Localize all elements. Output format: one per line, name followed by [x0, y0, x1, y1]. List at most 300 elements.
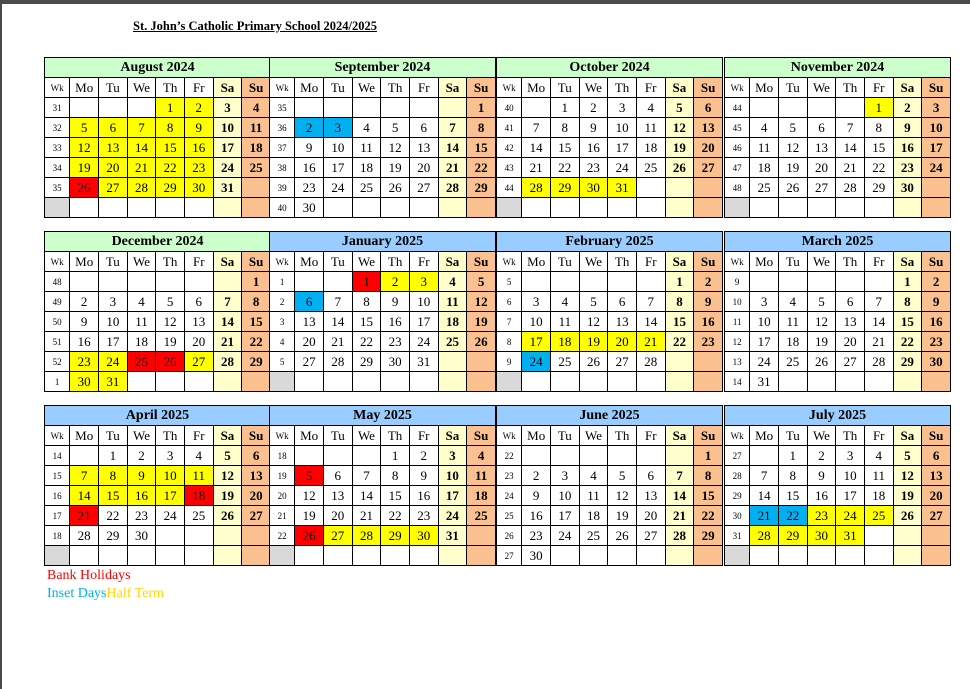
- week-number: 51: [45, 332, 70, 352]
- day-cell: 18: [636, 138, 665, 158]
- day-header: Fr: [864, 78, 893, 98]
- day-cell: [665, 178, 694, 198]
- week-row: [45, 272, 271, 292]
- day-header: Tu: [324, 78, 353, 98]
- day-cell: 31: [608, 178, 637, 198]
- day-cell: 24: [750, 352, 779, 372]
- day-cell: 7: [127, 118, 156, 138]
- month-name: April 2025: [45, 406, 271, 426]
- day-cell: [213, 546, 242, 566]
- day-cell: 26: [893, 506, 922, 526]
- day-cell: [694, 372, 723, 392]
- week-header: Wk: [725, 78, 750, 98]
- day-cell: 17: [750, 332, 779, 352]
- day-cell: 19: [381, 158, 410, 178]
- week-row: [497, 546, 723, 566]
- day-cell: 30: [381, 352, 410, 372]
- day-cell: 15: [893, 312, 922, 332]
- week-number: 31: [725, 526, 750, 546]
- day-cell: 16: [522, 506, 551, 526]
- day-cell: 22: [156, 158, 185, 178]
- day-header: Th: [156, 78, 185, 98]
- day-cell: [778, 98, 807, 118]
- week-number: 35: [45, 178, 70, 198]
- week-number: 33: [45, 138, 70, 158]
- day-cell: 9: [127, 466, 156, 486]
- day-cell: 29: [864, 178, 893, 198]
- day-cell: [324, 198, 353, 218]
- day-cell: 28: [636, 352, 665, 372]
- day-cell: 27: [636, 526, 665, 546]
- week-header: Wk: [270, 78, 295, 98]
- week-number: 24: [497, 486, 522, 506]
- legend-half-term: Half Term: [106, 586, 164, 601]
- day-header: Sa: [893, 78, 922, 98]
- week-number: 19: [270, 466, 295, 486]
- day-header: We: [352, 78, 381, 98]
- day-cell: 5: [213, 446, 242, 466]
- day-cell: 13: [242, 466, 271, 486]
- month-name: October 2024: [497, 58, 723, 78]
- week-number: 1: [45, 372, 70, 392]
- month-name: July 2025: [725, 406, 951, 426]
- day-cell: 27: [409, 178, 438, 198]
- day-cell: 31: [99, 372, 128, 392]
- week-header: Wk: [725, 426, 750, 446]
- week-number: 27: [725, 446, 750, 466]
- day-cell: 12: [213, 466, 242, 486]
- day-cell: 19: [893, 486, 922, 506]
- day-cell: 13: [409, 138, 438, 158]
- legend-bank-holidays: Bank Holidays: [47, 568, 131, 583]
- day-cell: 7: [665, 466, 694, 486]
- day-cell: 27: [323, 526, 352, 546]
- day-cell: 22: [665, 332, 694, 352]
- day-cell: [551, 446, 580, 466]
- day-cell: 8: [156, 118, 185, 138]
- day-cell: 8: [694, 466, 723, 486]
- month-name: November 2024: [725, 58, 951, 78]
- day-cell: 8: [550, 118, 579, 138]
- day-cell: [608, 272, 637, 292]
- day-header: Tu: [323, 426, 352, 446]
- day-cell: [636, 546, 665, 566]
- day-header: Fr: [636, 252, 665, 272]
- day-cell: 5: [608, 466, 637, 486]
- week-row: [45, 546, 271, 566]
- day-cell: [579, 446, 608, 466]
- day-cell: 16: [893, 138, 922, 158]
- day-cell: 18: [242, 138, 271, 158]
- week-row: [497, 446, 723, 466]
- day-cell: 5: [467, 272, 496, 292]
- day-cell: 10: [409, 292, 438, 312]
- day-cell: [665, 446, 694, 466]
- day-cell: 31: [213, 178, 242, 198]
- day-cell: 10: [750, 312, 779, 332]
- day-cell: [893, 198, 922, 218]
- day-cell: 26: [579, 352, 608, 372]
- day-cell: 12: [156, 312, 185, 332]
- day-cell: 25: [184, 506, 213, 526]
- week-number: 9: [497, 352, 522, 372]
- day-cell: 19: [807, 332, 836, 352]
- day-header: Mo: [522, 252, 551, 272]
- day-cell: [864, 546, 893, 566]
- day-cell: [381, 98, 410, 118]
- day-cell: [409, 198, 438, 218]
- day-cell: 1: [550, 98, 579, 118]
- day-cell: 5: [665, 98, 694, 118]
- day-cell: 23: [807, 506, 836, 526]
- day-cell: 25: [750, 178, 779, 198]
- day-cell: [156, 546, 185, 566]
- day-cell: 10: [438, 466, 467, 486]
- day-cell: 17: [409, 312, 438, 332]
- day-cell: 25: [467, 506, 496, 526]
- week-number: 27: [497, 546, 522, 566]
- week-number: 49: [45, 292, 70, 312]
- day-cell: 27: [807, 178, 836, 198]
- day-cell: 23: [893, 158, 922, 178]
- day-header: Th: [156, 252, 185, 272]
- day-cell: 26: [807, 352, 836, 372]
- week-header: Wk: [45, 78, 70, 98]
- day-header: Su: [467, 426, 496, 446]
- week-row: [45, 526, 271, 546]
- month-table: [724, 405, 951, 566]
- day-cell: 28: [522, 178, 551, 198]
- day-cell: 11: [467, 466, 496, 486]
- week-number: 52: [45, 352, 70, 372]
- day-cell: 14: [438, 138, 467, 158]
- day-cell: [409, 98, 438, 118]
- day-cell: 6: [184, 292, 213, 312]
- day-cell: 29: [381, 526, 410, 546]
- day-cell: 27: [608, 352, 637, 372]
- day-cell: 28: [864, 352, 893, 372]
- day-cell: [579, 198, 608, 218]
- week-header: Wk: [270, 426, 295, 446]
- day-cell: [352, 372, 381, 392]
- day-cell: 29: [778, 526, 807, 546]
- day-header: Su: [242, 426, 271, 446]
- day-cell: [70, 198, 99, 218]
- day-cell: [352, 198, 381, 218]
- day-header: Fr: [409, 78, 438, 98]
- day-cell: 21: [750, 506, 779, 526]
- day-cell: [213, 372, 242, 392]
- day-header: Tu: [551, 252, 580, 272]
- week-row: [725, 352, 951, 372]
- day-cell: 18: [864, 486, 893, 506]
- week-row: [45, 372, 271, 392]
- week-row: [497, 486, 723, 506]
- day-cell: 25: [579, 526, 608, 546]
- day-cell: 11: [551, 312, 580, 332]
- week-row: [270, 506, 496, 526]
- week-number: 8: [497, 332, 522, 352]
- day-cell: 15: [242, 312, 271, 332]
- day-cell: 9: [807, 466, 836, 486]
- week-number: 48: [725, 178, 750, 198]
- day-header: Su: [922, 426, 951, 446]
- day-cell: [750, 272, 779, 292]
- day-cell: 2: [295, 118, 324, 138]
- week-number: 10: [725, 292, 750, 312]
- day-cell: 1: [352, 272, 381, 292]
- day-cell: 15: [99, 486, 128, 506]
- day-cell: 26: [665, 158, 694, 178]
- day-cell: [156, 372, 185, 392]
- week-row: [725, 292, 951, 312]
- day-cell: 10: [156, 466, 185, 486]
- day-cell: 13: [323, 486, 352, 506]
- day-cell: 8: [778, 466, 807, 486]
- week-row: [497, 178, 723, 198]
- day-cell: 7: [213, 292, 242, 312]
- day-cell: [922, 546, 951, 566]
- month-table: [269, 57, 496, 218]
- day-cell: 14: [665, 486, 694, 506]
- week-row: [45, 178, 271, 198]
- day-cell: [127, 98, 156, 118]
- day-cell: 12: [381, 138, 410, 158]
- day-cell: [864, 272, 893, 292]
- day-cell: 19: [70, 158, 99, 178]
- week-row: [270, 546, 496, 566]
- day-cell: 2: [579, 98, 608, 118]
- day-cell: 29: [99, 526, 128, 546]
- week-number: 29: [725, 486, 750, 506]
- day-cell: [550, 198, 579, 218]
- day-header: Mo: [522, 78, 551, 98]
- day-cell: [807, 372, 836, 392]
- day-cell: 14: [127, 138, 156, 158]
- day-cell: 15: [694, 486, 723, 506]
- day-cell: 16: [295, 158, 324, 178]
- day-cell: [807, 98, 836, 118]
- day-cell: [636, 198, 665, 218]
- day-cell: 16: [694, 312, 723, 332]
- day-cell: [242, 178, 271, 198]
- day-header: Fr: [184, 252, 213, 272]
- week-row: [497, 332, 723, 352]
- day-header: Fr: [409, 252, 438, 272]
- day-header: Su: [922, 78, 951, 98]
- week-row: [725, 118, 951, 138]
- day-cell: [184, 272, 213, 292]
- day-cell: 1: [381, 446, 410, 466]
- day-cell: 23: [694, 332, 723, 352]
- day-header: Mo: [295, 252, 324, 272]
- day-header: Fr: [184, 78, 213, 98]
- day-cell: 16: [184, 138, 213, 158]
- day-cell: 28: [324, 352, 353, 372]
- day-cell: 31: [438, 526, 467, 546]
- day-cell: 15: [352, 312, 381, 332]
- day-cell: 14: [836, 138, 865, 158]
- week-header: Wk: [497, 252, 522, 272]
- day-cell: [836, 372, 865, 392]
- day-cell: 15: [550, 138, 579, 158]
- day-cell: 17: [608, 138, 637, 158]
- day-cell: [324, 98, 353, 118]
- day-cell: [608, 446, 637, 466]
- day-cell: 12: [807, 312, 836, 332]
- day-cell: 17: [836, 486, 865, 506]
- week-row: [270, 352, 496, 372]
- week-row: [725, 466, 951, 486]
- day-cell: 18: [184, 486, 213, 506]
- month-table: [724, 231, 951, 392]
- day-cell: [438, 198, 467, 218]
- day-header: Su: [694, 426, 723, 446]
- day-cell: 5: [70, 118, 99, 138]
- week-number: 40: [497, 98, 522, 118]
- day-cell: 1: [156, 98, 185, 118]
- day-cell: 25: [636, 158, 665, 178]
- day-cell: 27: [694, 158, 723, 178]
- day-cell: [522, 272, 551, 292]
- day-cell: 27: [295, 352, 324, 372]
- day-cell: 11: [242, 118, 271, 138]
- day-cell: [324, 272, 353, 292]
- day-cell: 30: [184, 178, 213, 198]
- day-cell: [836, 272, 865, 292]
- day-cell: [184, 372, 213, 392]
- day-cell: [213, 272, 242, 292]
- day-cell: 6: [242, 446, 271, 466]
- day-cell: 8: [381, 466, 410, 486]
- week-row: [497, 272, 723, 292]
- week-number: [45, 198, 70, 218]
- day-cell: 19: [608, 506, 637, 526]
- day-cell: 30: [295, 198, 324, 218]
- month-name: January 2025: [270, 232, 496, 252]
- week-row: [725, 372, 951, 392]
- day-cell: 30: [893, 178, 922, 198]
- day-header: Fr: [864, 426, 893, 446]
- day-cell: 28: [750, 526, 779, 546]
- day-header: Su: [694, 252, 723, 272]
- month-name: December 2024: [45, 232, 271, 252]
- day-cell: 13: [922, 466, 951, 486]
- day-cell: 30: [922, 352, 951, 372]
- day-cell: 8: [893, 292, 922, 312]
- day-cell: 22: [242, 332, 271, 352]
- day-cell: [836, 546, 865, 566]
- day-cell: 2: [807, 446, 836, 466]
- day-cell: 19: [665, 138, 694, 158]
- day-cell: [807, 198, 836, 218]
- day-header: Th: [381, 252, 410, 272]
- week-number: 7: [497, 312, 522, 332]
- day-cell: 11: [184, 466, 213, 486]
- week-number: 14: [45, 446, 70, 466]
- week-row: [725, 486, 951, 506]
- day-cell: [665, 546, 694, 566]
- day-cell: 11: [636, 118, 665, 138]
- day-cell: 10: [213, 118, 242, 138]
- week-row: [725, 546, 951, 566]
- month-table: [269, 231, 496, 392]
- day-cell: 7: [636, 292, 665, 312]
- day-cell: 2: [381, 272, 410, 292]
- day-cell: 11: [750, 138, 779, 158]
- day-cell: 22: [352, 332, 381, 352]
- day-cell: [807, 272, 836, 292]
- day-cell: 12: [778, 138, 807, 158]
- day-cell: 14: [324, 312, 353, 332]
- week-number: 14: [725, 372, 750, 392]
- day-cell: 27: [184, 352, 213, 372]
- day-cell: 29: [352, 352, 381, 372]
- day-cell: 16: [409, 486, 438, 506]
- day-cell: [127, 546, 156, 566]
- day-cell: 22: [778, 506, 807, 526]
- day-cell: 24: [99, 352, 128, 372]
- month-table: [269, 405, 496, 566]
- day-cell: 14: [352, 486, 381, 506]
- week-row: [725, 98, 951, 118]
- week-number: 48: [45, 272, 70, 292]
- day-header: We: [127, 426, 156, 446]
- day-cell: 12: [295, 486, 324, 506]
- week-row: [725, 506, 951, 526]
- day-cell: 3: [99, 292, 128, 312]
- day-cell: 12: [467, 292, 496, 312]
- week-row: [497, 352, 723, 372]
- day-cell: 31: [750, 372, 779, 392]
- week-number: 17: [45, 506, 70, 526]
- day-cell: 12: [665, 118, 694, 138]
- day-cell: 29: [242, 352, 271, 372]
- week-number: [270, 546, 295, 566]
- day-cell: 15: [156, 138, 185, 158]
- month-table: [724, 57, 951, 218]
- day-cell: 2: [409, 446, 438, 466]
- day-cell: 1: [242, 272, 271, 292]
- day-cell: [409, 372, 438, 392]
- week-row: [725, 312, 951, 332]
- day-cell: [156, 272, 185, 292]
- day-cell: 4: [778, 292, 807, 312]
- day-header: Su: [242, 252, 271, 272]
- week-row: [270, 118, 496, 138]
- day-cell: [778, 546, 807, 566]
- day-header: Mo: [750, 252, 779, 272]
- day-cell: 13: [295, 312, 324, 332]
- day-cell: 9: [579, 118, 608, 138]
- month-table: [496, 405, 723, 566]
- day-cell: [750, 446, 779, 466]
- day-header: We: [579, 426, 608, 446]
- day-cell: [636, 372, 665, 392]
- month-name: May 2025: [270, 406, 496, 426]
- day-cell: 26: [778, 178, 807, 198]
- day-cell: 3: [522, 292, 551, 312]
- day-cell: 13: [836, 312, 865, 332]
- day-cell: [242, 198, 271, 218]
- page-title: St. John’s Catholic Primary School 2024/2025: [133, 19, 377, 33]
- day-cell: 4: [184, 446, 213, 466]
- week-number: 37: [270, 138, 295, 158]
- day-cell: 19: [467, 312, 496, 332]
- day-header: Th: [381, 78, 410, 98]
- week-number: 21: [270, 506, 295, 526]
- day-cell: [156, 198, 185, 218]
